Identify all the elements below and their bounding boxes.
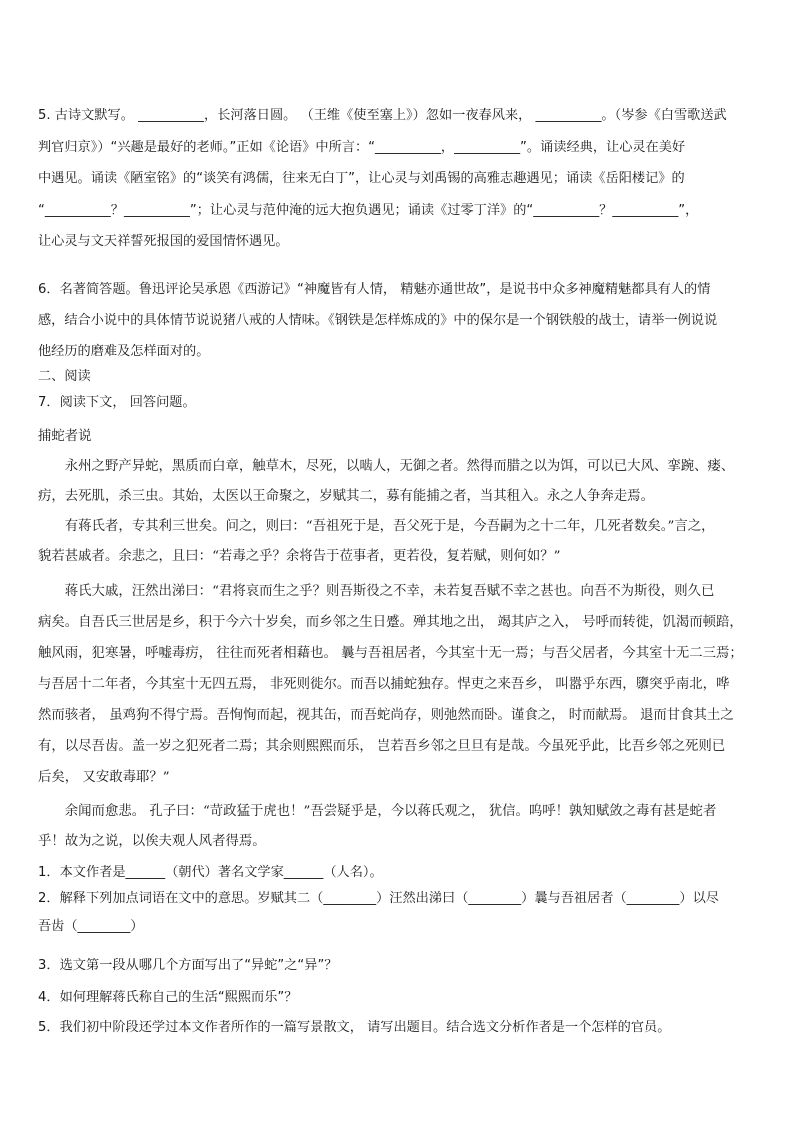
sub-question-1: 1．本文作者是______（朝代）著名文学家______（人名）。: [38, 865, 383, 880]
passage-line: 蒋氏大戚，汪然出涕曰：“君将哀而生之乎？则吾斯役之不幸，未若复吾赋不幸之甚也。向吾不为斯役，则久已: [38, 584, 715, 599]
passage-line: 余闻而愈悲。 孔子曰：“苛政猛于虎也！”吾尝疑乎是，今以蒋氏观之， 犹信。呜呼！孰知赋敛之毒有甚是蛇者: [38, 804, 717, 819]
q6-line-1: 6．名著简答题。鲁迅评论吴承恩《西游记》“神魔皆有人情， 精魅亦通世故”，是说书中众多神魔精魅都具有人的情: [38, 282, 711, 297]
passage-line: 有，以尽吾齿。盖一岁之犯死者二焉；其余则熙熙而乐， 岂若吾乡邻之旦旦有是哉。今虽死乎此，比吾乡邻之死则已: [38, 739, 726, 754]
passage-line: 永州之野产异蛇，黑质而白章，触草木，尽死，以啮人，无御之者。然得而腊之以为饵，可以已大风、挛踠、瘘、: [38, 459, 735, 474]
passage-line: 疠，去死肌，杀三虫。其始，太医以王命聚之，岁赋其二，募有能捕之者，当其租入。永之人争奔走焉。: [38, 489, 654, 504]
passage-line: 有蒋氏者，专其利三世矣。问之，则曰：“吾祖死于是，吾父死于是，今吾嗣为之十二年，几死者数矣。”言之，: [38, 519, 715, 534]
sub-question-5: 5．我们初中阶段还学过本文作者所作的一篇写景散文， 请写出题目。结合选文分析作者是一个怎样的官员。: [38, 1020, 671, 1035]
passage-line: 病矣。自吾氏三世居是乡，积于今六十岁矣，而乡邻之生日蹙。殚其地之出， 竭其庐之入， 号呼而转徙，饥渴而顿踣，: [38, 615, 743, 630]
passage-line: 乎！故为之说，以俟夫观人风者得焉。: [38, 834, 266, 849]
q7-intro: 7．阅读下文， 回答问题。: [38, 395, 196, 410]
passage-title: 捕蛇者说: [38, 429, 92, 444]
q5-line-5: 让心灵与文天祥誓死报国的爱国情怀遇见。: [38, 234, 289, 249]
q5-line-1: 5. 古诗文默写。 __________，长河落日圆。 （王维《使至塞上》）忽如一夜春风来， __________。（岑参《白雪歌送武: [38, 108, 727, 123]
sub-question-2: 2．解释下列加点词语在文中的意思。岁赋其二（________）汪然出涕曰（________）曩与吾祖居者（________）以尽: [38, 891, 719, 906]
passage-line: 貌若甚戚者。余悲之，且曰：“若毒之乎？余将告于莅事者，更若役，复若赋，则何如？”: [38, 549, 561, 564]
sub-question-3: 3．选文第一段从哪几个方面写出了“异蛇”之“异”？: [38, 958, 338, 973]
passage-line: 与吾居十二年者，今其室十无四五焉， 非死则徙尔。而吾以捕蛇独存。悍吏之来吾乡， 叫嚣乎东西，隳突乎南北，哗: [38, 677, 730, 692]
passage-line: 然而骇者， 虽鸡狗不得宁焉。吾恂恂而起，视其缶，而吾蛇尚存，则弛然而卧。谨食之， 时而献焉。 退而甘食其土之: [38, 708, 734, 723]
q5-line-2: 判官归京》）“兴趣是最好的老师。”正如《论语》中所言：“__________，__________”。诵读经典，让心灵在美好: [38, 140, 686, 155]
q6-line-3: 他经历的磨难及怎样面对的。: [38, 344, 210, 359]
q6-line-2: 感，结合小说中的具体情节说说猪八戒的人情味。《钢铁是怎样炼成的》中的保尔是一个钢铁般的战士，请举一例说说: [38, 313, 718, 328]
section-heading: 二、阅读: [38, 369, 91, 384]
passage-line: 触风雨，犯寒暑，呼嘘毒疠， 往往而死者相藉也。 曩与吾祖居者，今其室十无一焉；与吾父居者，今其室十无二三焉；: [38, 646, 743, 661]
q5-line-3: 中遇见。诵读《陋室铭》的“谈笑有鸿儒，往来无白丁”，让心灵与刘禹锡的高雅志趣遇见；诵读《岳阳楼记》的: [38, 171, 685, 186]
passage-line: 后矣， 又安敢毒耶？”: [38, 770, 170, 785]
sub-question-4: 4．如何理解蒋氏称自己的生活“熙熙而乐”？: [38, 990, 298, 1005]
q5-line-4: “__________？__________”；让心灵与范仲淹的远大抱负遇见；诵读《过零丁洋》的“__________？__________”，: [38, 203, 699, 218]
sub-question-2-cont: 吾齿（________）: [38, 919, 144, 934]
